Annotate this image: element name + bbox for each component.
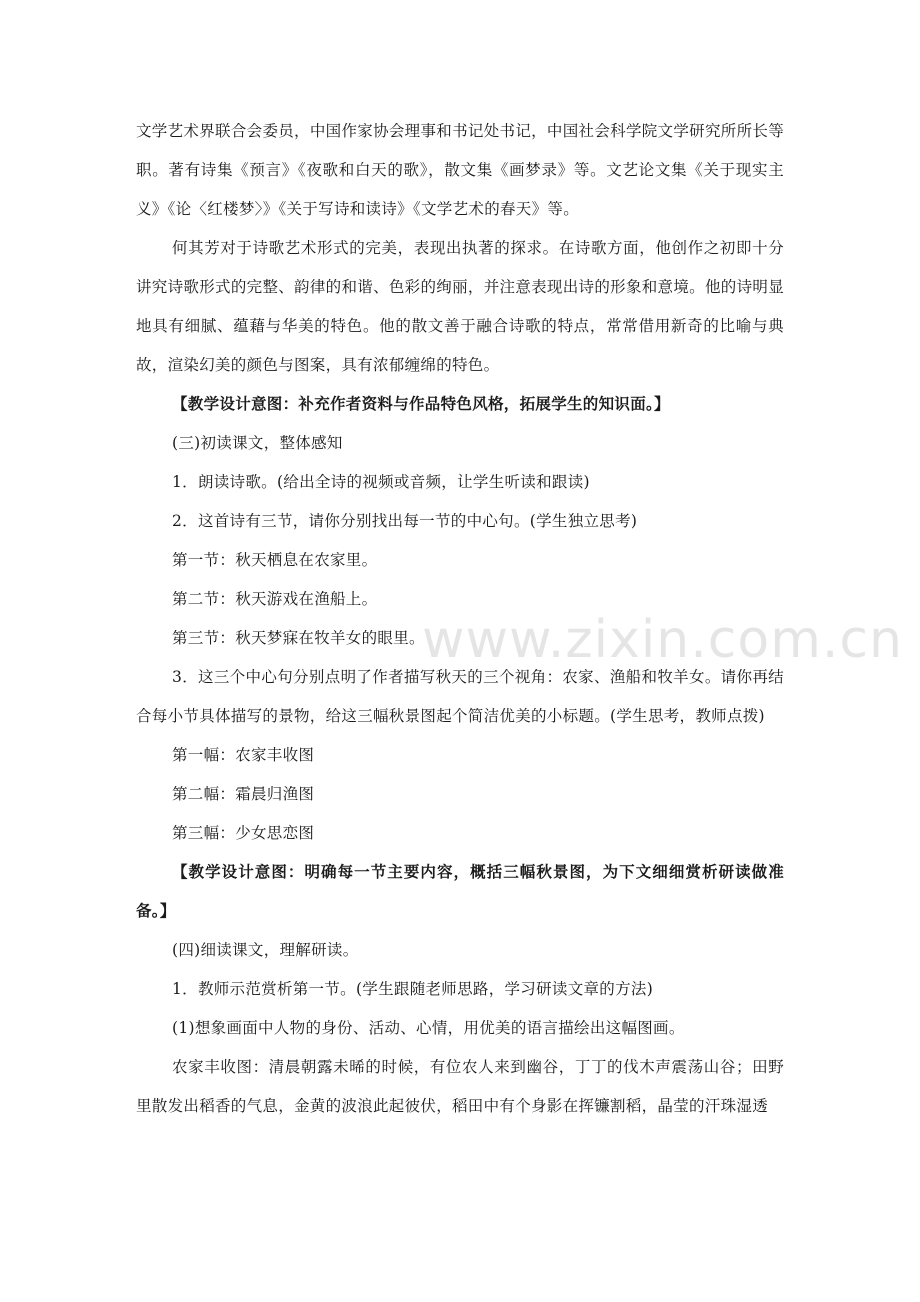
list-item-teacher-demo: 1．教师示范赏析第一节。(学生跟随老师思路，学习研读文章的方法) — [172, 980, 654, 998]
paragraph-author-style: 何其芳对于诗歌艺术形式的完美，表现出执著的探求。在诗歌方面，他创作之初即十分讲究诗歌形式的完整、韵律的和谐、色彩的绚丽，并注意表现出诗的形象和意境。他的诗明显地具有细腻、蕴藉与华美的特色。他的散文善于融合诗歌的特点，常常借用新奇的比喻与典故，渲染幻美的颜色与图案，具有浓郁缠绵的特色。 — [136, 239, 784, 374]
design-intent-note-2: 【教学设计意图：明确每一节主要内容，概括三幅秋景图，为下文细细赏析研读做准备。】 — [136, 863, 784, 920]
stanza-2-center-sentence: 第二节：秋天游戏在渔船上。 — [172, 590, 378, 608]
section-heading-4: (四)细读课文，理解研读。 — [172, 941, 359, 959]
stanza-3-center-sentence: 第三节：秋天梦寐在牧羊女的眼里。 — [172, 629, 425, 647]
picture-title-1: 第一幅：农家丰收图 — [172, 746, 315, 764]
design-intent-note-1: 【教学设计意图：补充作者资料与作品特色风格，拓展学生的知识面。】 — [172, 395, 670, 413]
picture-title-2: 第二幅：霜晨归渔图 — [172, 785, 315, 803]
paragraph-author-bio-continued: 文学艺术界联合会委员，中国作家协会理事和书记处书记，中国社会科学院文学研究所所长等职。著有诗集《预言》《夜歌和白天的歌》，散文集《画梦录》等。文艺论文集《关于现实主义》《论〈红楼梦〉》《关于写诗和读诗》《文学艺术的春天》等。 — [136, 122, 784, 218]
section-heading-3: (三)初读课文，整体感知 — [172, 434, 343, 452]
list-item-1: 1．朗读诗歌。(给出全诗的视频或音频，让学生听读和跟读) — [172, 473, 590, 491]
paragraph-harvest-scene: 农家丰收图：清晨朝露未晞的时候，有位农人来到幽谷，丁丁的伐木声震荡山谷；田野里散发出稻香的气息，金黄的波浪此起彼伏，稻田中有个身影在挥镰割稻，晶莹的汗珠湿透 — [136, 1058, 784, 1115]
stanza-1-center-sentence: 第一节：秋天栖息在农家里。 — [172, 551, 378, 569]
list-item-2: 2．这首诗有三节，请你分别找出每一节的中心句。(学生独立思考) — [172, 512, 638, 530]
sub-item-1: (1)想象画面中人物的身份、活动、心情，用优美的语言描绘出这幅图画。 — [172, 1019, 685, 1037]
list-item-3: 3．这三个中心句分别点明了作者描写秋天的三个视角：农家、渔船和牧羊女。请你再结合每小节具体描写的景物，给这三幅秋景图起个简洁优美的小标题。(学生思考，教师点拨) — [136, 668, 784, 725]
watermark: www.zixin.com.cn — [422, 610, 903, 670]
picture-title-3: 第三幅：少女思恋图 — [172, 824, 315, 842]
